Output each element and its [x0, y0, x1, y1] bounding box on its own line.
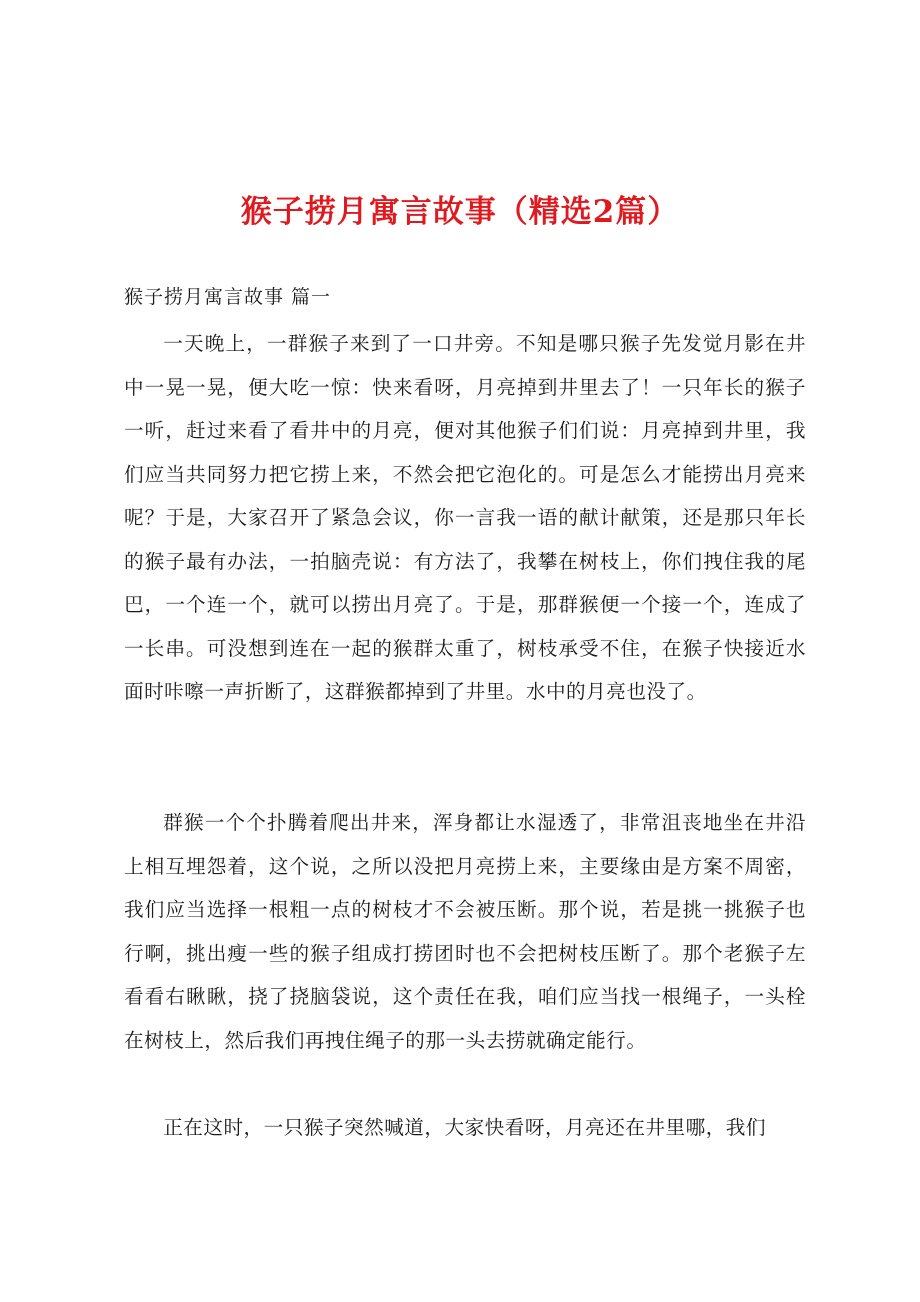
document-title: 猴子捞月寓言故事（精选2篇） — [240, 194, 680, 230]
paragraph: 一天晚上，一群猴子来到了一口井旁。不知是哪只猴子先发觉月影在井中一晃一晃，便大吃一惊：快来看呀，月亮掉到井里去了！一只年长的猴子一听，赶过来看了看井中的月亮，便对其他猴子们们说：月亮掉到井里，我们应当共同努力把它捞上来，不然会把它泡化的。可是怎么才能捞出月亮来呢？于是，大家召开了紧急会议，你一言我一语的献计献策，还是那只年长的猴子最有办法，一拍脑壳说：有方法了，我攀在树枝上，你们拽住我的尾巴，一个连一个，就可以捞出月亮了。于是，那群猴便一个接一个，连成了一长串。可没想到连在一起的猴群太重了，树枝承受不住，在猴子快接近水面时咔嚓一声折断了，这群猴都掉到了井里。水中的月亮也没了。 — [124, 332, 806, 703]
paragraph: 群猴一个个扑腾着爬出井来，浑身都让水湿透了，非常沮丧地坐在井沿上相互埋怨着，这个说，之所以没把月亮捞上来，主要缘由是方案不周密，我们应当选择一根粗一点的树枝才不会被压断。那个说，若是挑一挑猴子也行啊，挑出瘦一些的猴子组成打捞团时也不会把树枝压断了。那个老猴子左看看右瞅瞅，挠了挠脑袋说，这个责任在我，咱们应当找一根绳子，一头栓在树枝上，然后我们再拽住绳子的那一头去捞就确定能行。 — [124, 811, 806, 1052]
paragraph: 正在这时，一只猴子突然喊道，大家快看呀，月亮还在井里哪，我们 — [163, 1116, 766, 1139]
section-heading: 猴子捞月寓言故事 篇一 — [124, 286, 332, 308]
